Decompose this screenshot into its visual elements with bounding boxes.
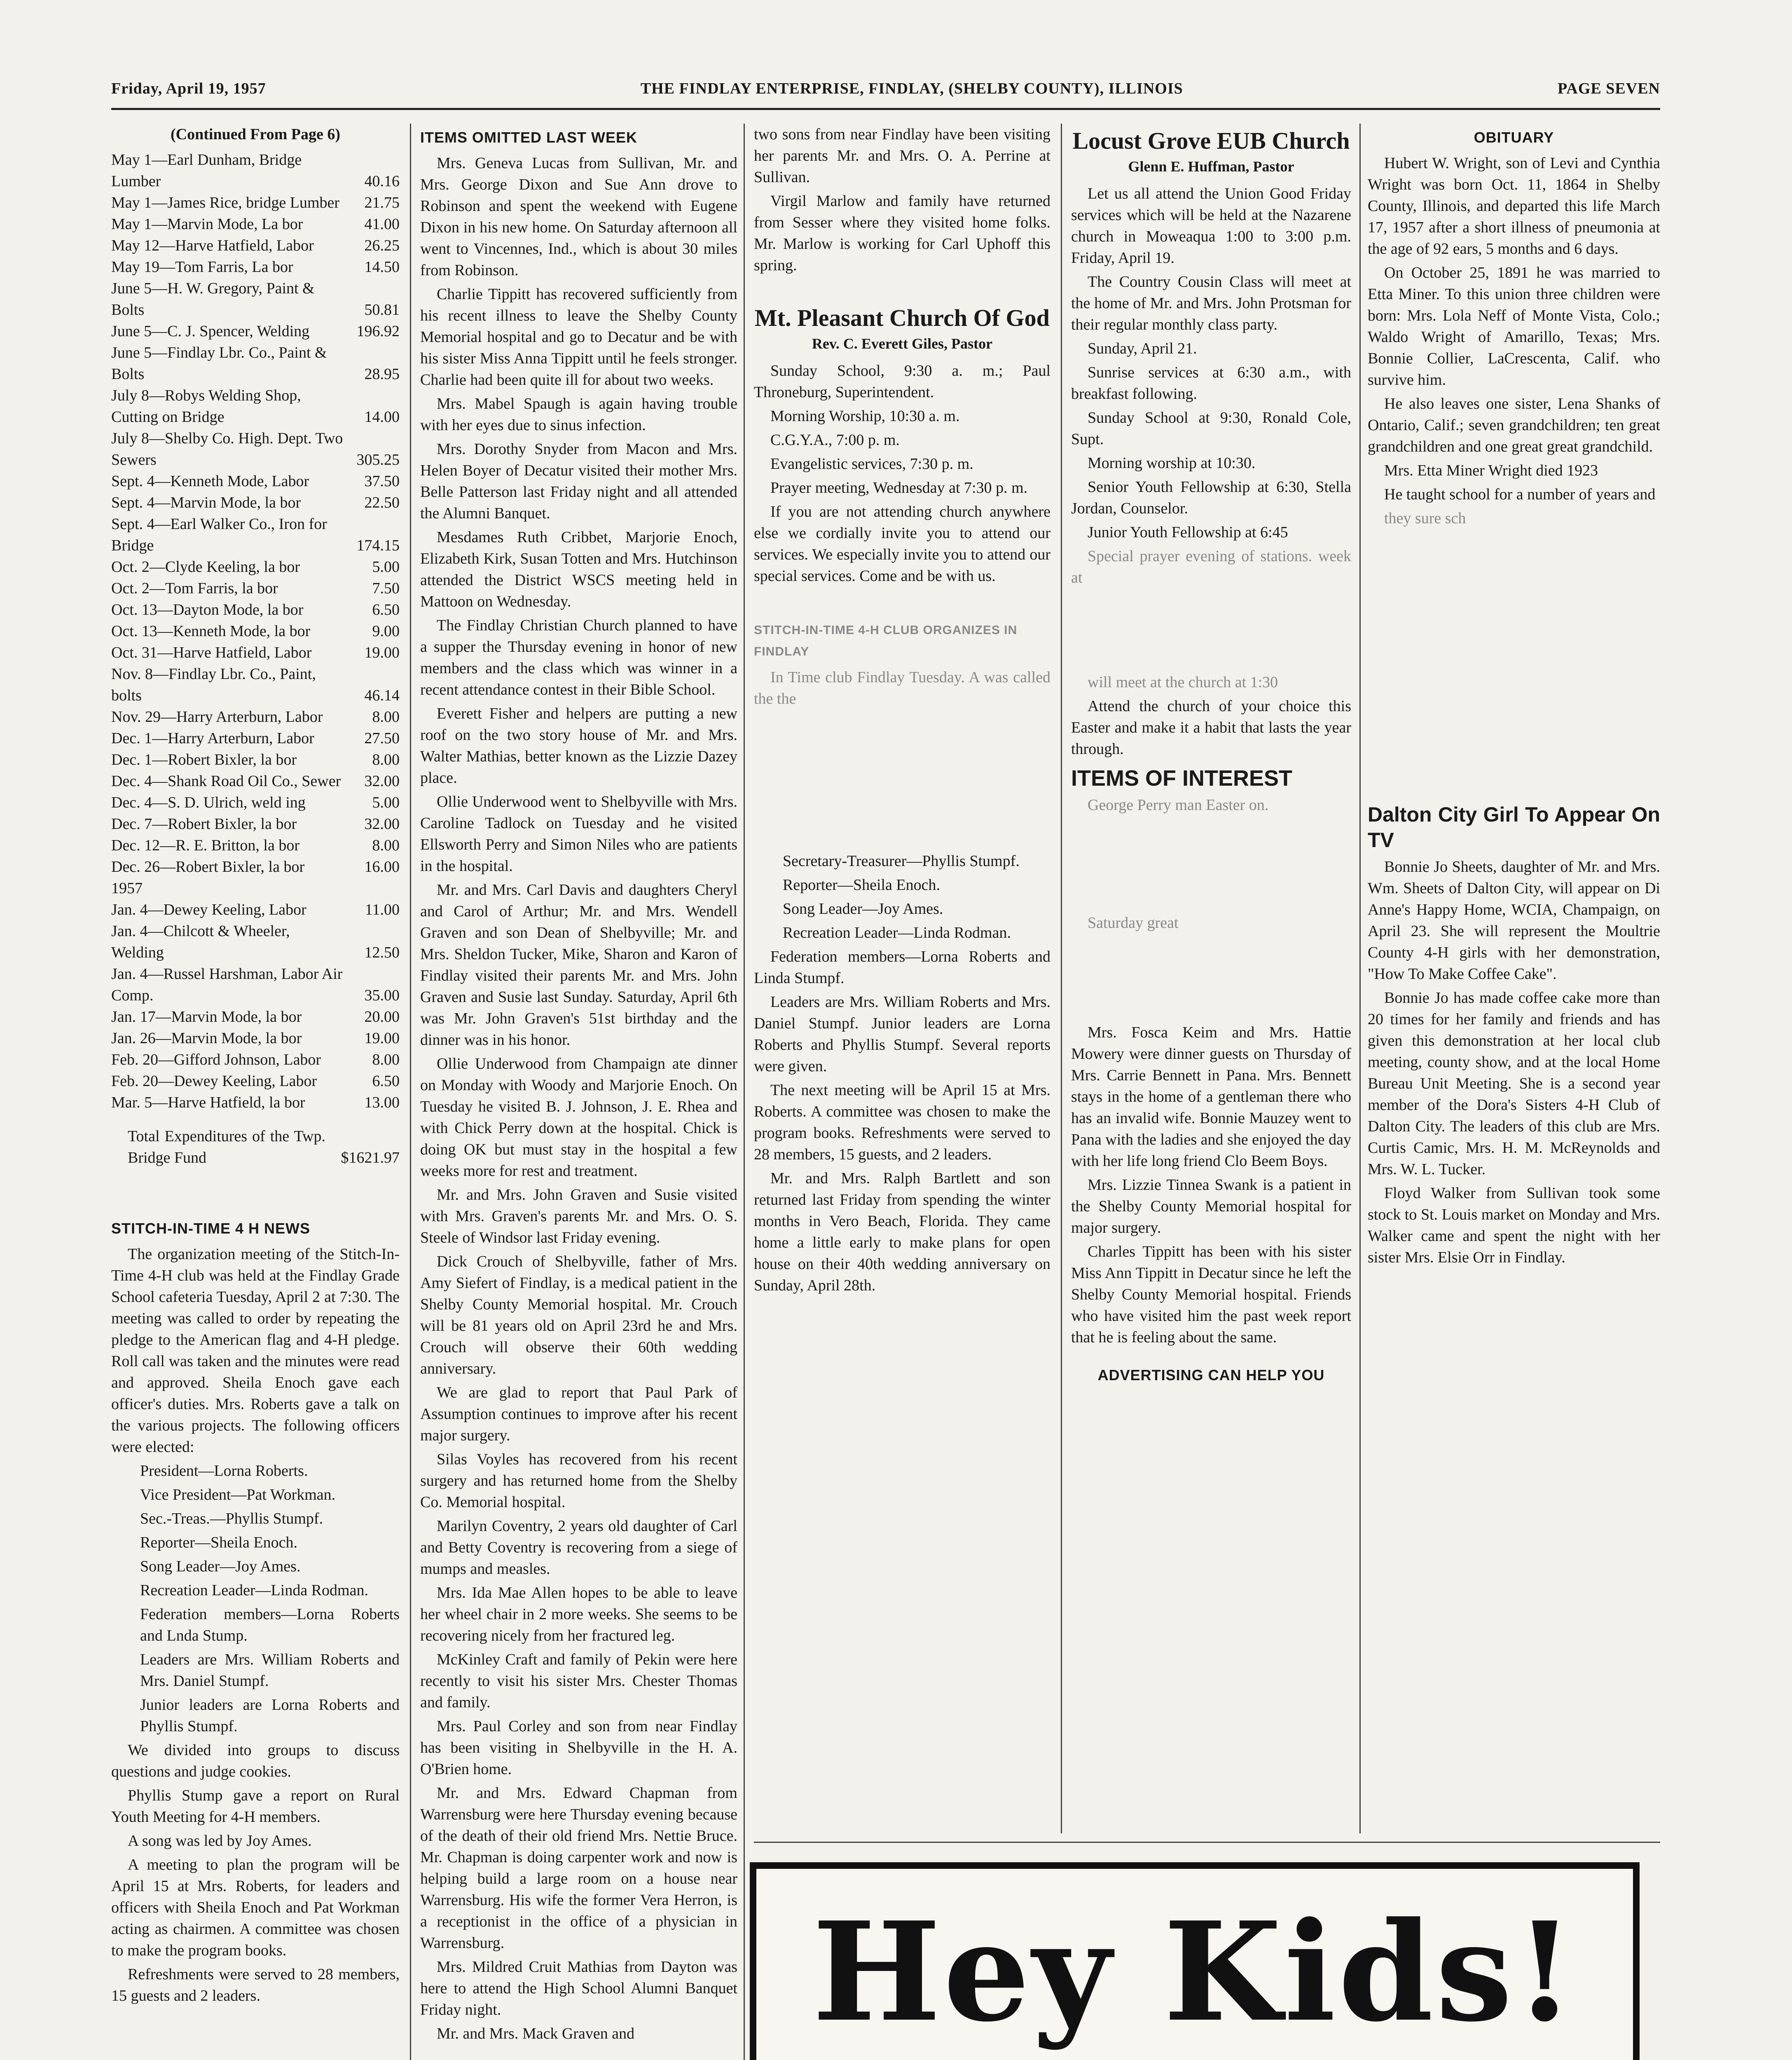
ledger-entry-name: Sept. 4—Kenneth Mode, Labor [111, 473, 309, 490]
paragraph: Phyllis Stump gave a report on Rural Youth Meeting for 4-H members. [111, 1787, 400, 1826]
ledger-row [111, 899, 400, 920]
ledger-entry-amount: 14.00 [364, 408, 400, 426]
paragraph: Bonnie Jo Sheets, daughter of Mr. and Mrs. Wm. Sheets of Dalton City, will appear on Di Anne's Happy Home, WCIA, Champaign, on April 23. She will represent the Moultrie County 4-H girls with her demonstration, "How To Make Coffee Cake". [1368, 858, 1660, 983]
ledger-entry-name: Dec. 1—Harry Arterburn, Labor [111, 730, 314, 747]
ledger-entry-name: Jan. 4—Dewey Keeling, Labor [111, 901, 306, 918]
paragraph: Reporter—Sheila Enoch. [783, 876, 940, 894]
paragraph: Sunrise services at 6:30 a.m., with breakfast following. [1071, 364, 1351, 403]
dalton-heading: Dalton City Girl To Appear On TV [1368, 803, 1660, 852]
paragraph: Recreation Leader—Linda Rodman. [783, 924, 1011, 941]
ledger-entry-amount: 40.16 [364, 173, 400, 190]
ledger-entry-amount: 8.00 [372, 837, 400, 854]
ledger-row [111, 599, 400, 620]
paragraph: Mr. and Mrs. Ralph Bartlett and son returned last Friday from spending the winter months in Vero Beach, Florida. They came home a little early to make plans for open house on their 40th wedding anniversary on Sunday, April 28th. [754, 1170, 1050, 1294]
ledger-row [111, 342, 400, 385]
paragraph: Sunday School, 9:30 a. m.; Paul Throneburg, Superintendent. [754, 362, 1050, 401]
paragraph: Ollie Underwood from Champaign ate dinner on Monday with Woody and Marjorie Enoch. On Tuesday he visited B. J. Johnson, J. E. Rhea and with Chick Perry down at the hospital. Chick is doing OK but must stay in the hospital a few weeks more for rest and treatment. [420, 1055, 737, 1180]
ledger-entry-name: Sept. 4—Earl Walker Co., Iron for Bridge [111, 515, 327, 554]
ledger-row [111, 1092, 400, 1113]
ledger-total-amount: $1621.97 [341, 1149, 400, 1166]
paragraph: Song Leader—Joy Ames. [783, 900, 943, 918]
column-divider [410, 124, 411, 2060]
ledger-entry-amount: 174.15 [356, 537, 400, 554]
paragraph: Silas Voyles has recovered from his recent surgery and has returned home from the Shelby Co. Memorial hospital. [420, 1451, 737, 1511]
col3-para: Virgil Marlow and family have returned from Sesser where they visited home folks. Mr. Marlow is working for Carl Uphoff this spring. [754, 192, 1050, 274]
ledger-entry-name: June 5—H. W. Gregory, Paint & Bolts [111, 280, 315, 318]
paragraph: We divided into groups to discuss questions and judge cookies. [111, 1742, 400, 1780]
column-divider [1359, 124, 1361, 1833]
ledger-entry-name: Oct. 2—Tom Farris, la bor [111, 580, 278, 597]
paragraph: He also leaves one sister, Lena Shanks of Ontario, Calif.; seven grandchildren; ten great grandchildren and one great great grandchild. [1368, 395, 1660, 455]
ledger-row [111, 1006, 400, 1028]
paragraph: Leaders are Mrs. William Roberts and Mrs. Daniel Stumpf. [140, 1651, 400, 1690]
paragraph: Morning Worship, 10:30 a. m. [770, 407, 960, 425]
column-5 [1368, 124, 1660, 1833]
ledger-entry-name: June 5—Findlay Lbr. Co., Paint & Bolts [111, 344, 327, 383]
ledger-entry-name: May 1—Marvin Mode, La bor [111, 215, 303, 233]
ledger-entry-amount: 305.25 [356, 451, 400, 468]
ledger-entry-amount: 37.50 [364, 473, 400, 490]
ledger-entry-name: Dec. 12—R. E. Britton, la bor [111, 837, 299, 854]
ledger-entry-amount: 8.00 [372, 1051, 400, 1068]
ledger-entry-name: Oct. 2—Clyde Keeling, la bor [111, 558, 300, 576]
paragraph: Dick Crouch of Shelbyville, father of Mrs. Amy Siefert of Findlay, is a medical patient in the Shelby County Memorial hospital. Mr. Crouch will be 81 years old on April 23rd he and Mrs. Crouch will observe their 60th wedding anniversary. [420, 1253, 737, 1377]
paragraph: McKinley Craft and family of Pekin were here recently to visit his sister Mrs. Chester Thomas and family. [420, 1651, 737, 1711]
paragraph: He taught school for a number of years and [1384, 486, 1656, 503]
ledger-entry-amount: 196.92 [356, 323, 400, 340]
ledger-entry-name: Feb. 20—Dewey Keeling, Labor [111, 1072, 317, 1090]
ledger-row [111, 471, 400, 492]
paragraph: On October 25, 1891 he was married to Etta Miner. To this union three children were born: Mrs. Lola Neff of Monte Vista, Colo.; Waldo Wright of Amarillo, Texas; Mrs. Bonnie Collier, LaCrescenta, Calif. who survive him. [1368, 264, 1660, 389]
ledger-row [111, 149, 400, 192]
ledger-entry-amount: 5.00 [372, 794, 400, 811]
ledger-entry-amount: 8.00 [372, 708, 400, 726]
paragraph: Senior Youth Fellowship at 6:30, Stella Jordan, Counselor. [1071, 478, 1351, 517]
ledger-entry-amount: 14.50 [364, 258, 400, 276]
ad-top-rule [754, 1842, 1660, 1843]
paragraph: The Findlay Christian Church planned to have a supper the Thursday evening in honor of new members and the class which was winner in a recent attendance contest in their Bible School. [420, 617, 737, 698]
items-of-interest-paras [1071, 1022, 1351, 1348]
paragraph: Mrs. Lizzie Tinnea Swank is a patient in the Shelby County Memorial hospital for major surgery. [1071, 1176, 1351, 1236]
faded-text: they sure sch [1384, 510, 1466, 527]
paragraph: Mrs. Etta Miner Wright died 1923 [1384, 462, 1598, 479]
locust-grove-church-name: Locust Grove EUB Church [1072, 127, 1350, 154]
items-omitted-paras [420, 152, 737, 2044]
masthead-title: THE FINDLAY ENTERPRISE, FINDLAY, (SHELBY COUNTY), ILLINOIS [640, 80, 1183, 97]
ledger-row [111, 513, 400, 556]
ledger-row [111, 642, 400, 663]
col3-paras [754, 946, 1050, 1296]
ledger-entry-name: Feb. 20—Gifford Johnson, Labor [111, 1051, 321, 1068]
paragraph: Federation members—Lorna Roberts and Lnda Stump. [140, 1606, 400, 1644]
cafe-advertisement [750, 1862, 1640, 2060]
faded-text: In Time club Findlay Tuesday. A was called the the [754, 669, 1050, 707]
paragraph: Mrs. Mabel Spaugh is again having trouble with her eyes due to sinus infection. [420, 395, 737, 434]
ledger-entry-name: Dec. 26—Robert Bixler, la bor [111, 858, 305, 876]
ledger-entry-amount: 16.00 [364, 858, 400, 876]
ledger-entry-amount: 12.50 [364, 944, 400, 961]
paragraph: Sunday, April 21. [1088, 340, 1197, 357]
ledger-entry-name: Nov. 29—Harry Arterburn, Labor [111, 708, 323, 726]
ledger-entry-name: Oct. 13—Dayton Mode, la bor [111, 601, 304, 618]
ledger-entry-amount: 9.00 [372, 623, 400, 640]
ledger-entry-amount: 21.75 [364, 194, 400, 211]
mt-pleasant-church-name: Mt. Pleasant Church Of God [755, 304, 1050, 331]
ledger-total [111, 1126, 400, 1168]
paragraph: The next meeting will be April 15 at Mrs. Roberts. A committee was chosen to make the program books. Refreshments were served to 28 members, 15 guests, and 2 leaders. [754, 1082, 1050, 1163]
paragraph: Mr. and Mrs. Edward Chapman from Warrensburg were here Thursday evening because of the death of their old friend Mrs. Nettie Bruce. Mr. Chapman is doing carpenter work and now is helping build a large room on a house near Warrensburg. His wife the former Vera Herron, is a receptionist in the office of a physician in Warrensburg. [420, 1784, 737, 1952]
column-1 [111, 124, 400, 2060]
ledger-entry-amount: 26.25 [364, 237, 400, 254]
paragraph: Sec.-Treas.—Phyllis Stumpf. [140, 1510, 323, 1527]
ledger-entry-amount: 46.14 [364, 687, 400, 704]
ledger-row [111, 920, 400, 963]
ledger-row [111, 428, 400, 471]
advertising-line: ADVERTISING CAN HELP YOU [1097, 1367, 1325, 1383]
ledger-entry-amount: 7.50 [372, 580, 400, 597]
ledger-row [111, 813, 400, 835]
ledger-entry-amount: 50.81 [364, 301, 400, 318]
ledger-row [111, 1049, 400, 1070]
paragraph: Mesdames Ruth Cribbet, Marjorie Enoch, Elizabeth Kirk, Susan Totten and Mrs. Hutchinson attended the District WSCS meeting held in Mattoon on Wednesday. [420, 529, 737, 610]
ledger-entry-name: Nov. 8—Findlay Lbr. Co., Paint, bolts [111, 665, 316, 704]
paragraph: Mrs. Paul Corley and son from near Findlay has been visiting in Shelbyville in the H. A. O'Brien home. [420, 1718, 737, 1778]
paragraph: Secretary-Treasurer—Phyllis Stumpf. [783, 852, 1020, 870]
ledger-entry-name: July 8—Shelby Co. High. Dept. Two Sewers [111, 430, 343, 468]
ledger-entry-amount: 8.00 [372, 751, 400, 768]
ledger-row [111, 256, 400, 278]
paragraph: The Country Cousin Class will meet at the home of Mr. and Mrs. John Protsman for their regular monthly class party. [1071, 273, 1351, 333]
locust-grove-pastor: Glenn E. Huffman, Pastor [1128, 158, 1294, 175]
ledger-row [111, 663, 400, 706]
ledger-entry-amount: 20.00 [364, 1008, 400, 1025]
ledger-entry-name: 1957 [111, 880, 143, 897]
ledger-entry-amount: 32.00 [364, 772, 400, 790]
ledger-row [111, 856, 400, 878]
ledger-row [111, 492, 400, 513]
paragraph: A meeting to plan the program will be April 15 at Mrs. Roberts, for leaders and officers with Sheila Enoch and Pat Workman acting as chairmen. A committee was chosen to make the program books. [111, 1856, 400, 1959]
faded-text: Saturday great [1088, 914, 1179, 932]
paragraph: Ollie Underwood went to Shelbyville with Mrs. Caroline Tadlock on Tuesday and he visited Ellsworth Perry and Simon Niles who are patients in the hospital. [420, 793, 737, 875]
ledger-row [111, 749, 400, 770]
paragraph: President—Lorna Roberts. [140, 1462, 308, 1479]
ledger-row [111, 385, 400, 428]
ledger-entry-name: Jan. 26—Marvin Mode, la bor [111, 1030, 302, 1047]
stitch-heading: STITCH-IN-TIME 4 H NEWS [111, 1220, 310, 1237]
ledger-row [111, 1070, 400, 1092]
ledger-row [111, 770, 400, 792]
paragraph: Mrs. Geneva Lucas from Sullivan, Mr. and Mrs. George Dixon and Sue Ann drove to Robinson and spent the weekend with Eugene Dixon in his new home. On Saturday afternoon all went to Vincennes, Ind., which is about 30 miles from Robinson. [420, 154, 737, 279]
ledger-row [111, 556, 400, 578]
column-3 [754, 124, 1050, 1833]
stitch-intro: The organization meeting of the Stitch-In-Time 4-H club was held at the Findlay Grade School cafeteria Tuesday, April 2 at 7:30. The meeting was called to order by repeating the pledge to the American flag and 4-H pledge. Roll call was taken and the minutes were read and approved. Sheila Enoch gave each officer's duties. Mrs. Roberts gave a talk on the various projects. The following officers were elected: [111, 1245, 400, 1456]
ledger-entry-name: Oct. 31—Harve Hatfield, Labor [111, 644, 312, 661]
ledger-entry-amount: 41.00 [364, 215, 400, 233]
ad-headline: Hey Kids! [812, 1892, 1577, 2052]
ledger-entry-amount: 27.50 [364, 730, 400, 747]
masthead [111, 74, 1660, 103]
ledger-row [111, 835, 400, 856]
column-2 [420, 124, 737, 2060]
paragraph: Let us all attend the Union Good Friday services which will be held at the Nazarene church in Moweaqua 1:00 to 3:00 p.m. Friday, April 19. [1071, 185, 1351, 267]
ledger-entry-amount: 11.00 [365, 901, 400, 918]
paragraph: Vice President—Pat Workman. [140, 1486, 336, 1503]
locust-grove-paras [1071, 183, 1351, 543]
paragraph: We are glad to report that Paul Park of Assumption continues to improve after his recent major surgery. [420, 1384, 737, 1444]
paragraph: Evangelistic services, 7:30 p. m. [770, 455, 973, 473]
ledger-entry-amount: 19.00 [364, 644, 400, 661]
ledger-total-label: Total Expenditures of the Twp. Bridge Fund [128, 1128, 325, 1166]
paragraph: Reporter—Sheila Enoch. [140, 1534, 298, 1551]
mt-pleasant-pastor: Rev. C. Everett Giles, Pastor [812, 335, 993, 352]
ledger-row [111, 321, 400, 342]
ledger-row [111, 963, 400, 1006]
masthead-page: PAGE SEVEN [1558, 80, 1660, 97]
ledger-row [111, 235, 400, 256]
paragraph: Morning worship at 10:30. [1088, 454, 1256, 472]
ledger-row [111, 1028, 400, 1049]
ledger-entry-name: May 1—James Rice, bridge Lumber [111, 194, 340, 211]
paragraph: Refreshments were served to 28 members, 15 guests and 2 leaders. [111, 1966, 400, 2004]
paragraph: Junior leaders are Lorna Roberts and Phyllis Stumpf. [140, 1696, 400, 1735]
ledger-entry-name: Dec. 4—Shank Road Oil Co., Sewer [111, 772, 341, 790]
faded-heading: STITCH-IN-TIME 4-H CLUB ORGANIZES IN FINDLAY [754, 623, 1018, 658]
paragraph: Mr. and Mrs. Mack Graven and [437, 2025, 635, 2042]
items-omitted-heading: ITEMS OMITTED LAST WEEK [420, 129, 637, 146]
ledger-entry-name: Dec. 7—Robert Bixler, la bor [111, 815, 297, 833]
ledger-entry-amount: 19.00 [364, 1030, 400, 1047]
paragraph: C.G.Y.A., 7:00 p. m. [770, 431, 900, 449]
ledger-entry-name: Dec. 4—S. D. Ulrich, weld ing [111, 794, 306, 811]
obituary-paras [1368, 152, 1660, 505]
ledger-entry-name: Jan. 4—Chilcott & Wheeler, Welding [111, 922, 290, 961]
mt-pleasant-schedule [754, 360, 1050, 587]
ledger-entry-name: Jan. 17—Marvin Mode, la bor [111, 1008, 302, 1025]
paragraph: If you are not attending church anywhere else we cordially invite you to attend our services. We especially invite you to attend our special services. Come and be with us. [754, 503, 1050, 585]
ledger-entry-name: Jan. 4—Russel Harshman, Labor Air Comp. [111, 965, 343, 1004]
paragraph: Charles Tippitt has been with his sister Miss Ann Tippitt in Decatur since he left the Shelby County Memorial hospital. Friends who have visited him the past week report that he is feeling about the same. [1071, 1243, 1351, 1346]
dalton-paras [1368, 856, 1660, 1268]
ledger-entry-name: Oct. 13—Kenneth Mode, la bor [111, 623, 311, 640]
paragraph: Leaders are Mrs. William Roberts and Mrs. Daniel Stumpf. Junior leaders are Lorna Roberts and Phyllis Stumpf. Several reports were given. [754, 993, 1050, 1075]
paragraph: Hubert W. Wright, son of Levi and Cynthia Wright was born Oct. 11, 1864 in Shelby County, Illinois, and departed this life March 17, 1957 after a short illness of pneumonia at the age of 92 ears, 5 months and 6 days. [1368, 154, 1660, 258]
ledger-row [111, 706, 400, 728]
ledger-row [111, 620, 400, 642]
paragraph: Federation members—Lorna Roberts and Linda Stumpf. [754, 948, 1050, 987]
masthead-date: Friday, April 19, 1957 [111, 80, 266, 97]
paragraph: Prayer meeting, Wednesday at 7:30 p. m. [770, 479, 1028, 496]
column-4 [1071, 124, 1351, 1833]
ledger-row [111, 578, 400, 599]
paragraph: Marilyn Coventry, 2 years old daughter of Carl and Betty Coventry is recovering from a siege of mumps and measles. [420, 1517, 737, 1578]
masthead-rule [111, 108, 1660, 110]
ledger-entry-name: Mar. 5—Harve Hatfield, la bor [111, 1094, 305, 1111]
stitch-paras [111, 1739, 400, 2006]
ledger-entry-name: May 1—Earl Dunham, Bridge Lumber [111, 151, 302, 190]
column-divider [1061, 124, 1062, 1833]
ledger-entry-amount: 22.50 [364, 494, 400, 511]
col3-intro: two sons from near Findlay have been visiting her parents Mr. and Mrs. O. A. Perrine at Sullivan. [754, 126, 1050, 186]
ledger-entry-amount: 35.00 [364, 987, 400, 1004]
ledger-row [111, 878, 400, 899]
ledger-entry-name: May 12—Harve Hatfield, Labor [111, 237, 314, 254]
ledger-entry-name: Dec. 1—Robert Bixler, la bor [111, 751, 297, 768]
ledger-list [111, 149, 400, 1113]
paragraph: Mrs. Mildred Cruit Mathias from Dayton was here to attend the High School Alumni Banquet Friday night. [420, 1958, 737, 2018]
ledger-entry-amount: 28.95 [364, 365, 400, 383]
ledger-entry-amount: 6.50 [372, 601, 400, 618]
attend-paragraph: Attend the church of your choice this Easter and make it a habit that lasts the year through. [1071, 698, 1351, 758]
ledger-entry-name: July 8—Robys Welding Shop, Cutting on Bridge [111, 387, 301, 426]
paragraph: Everett Fisher and helpers are putting a new roof on the two story house of Mr. and Mrs. Walter Mathias, better known as the Lizzie Dazey place. [420, 705, 737, 787]
ledger-entry-amount: 6.50 [372, 1072, 400, 1090]
paragraph: Mr. and Mrs. Carl Davis and daughters Cheryl and Carol of Arthur; Mr. and Mrs. Wendell Graven and son Dean of Shelbyville; Mr. and Mrs. Sheldon Tucker, Mike, Sharon and Karon of Findlay visited their parents Mr. and Mrs. John Graven and Susie last Sunday. Saturday, April 6th was Mr. John Graven's 51st birthday and the dinner was in his honor. [420, 881, 737, 1049]
ledger-row [111, 728, 400, 749]
paragraph: Mr. and Mrs. John Graven and Susie visited with Mrs. Graven's parents Mr. and Mrs. O. S. Steele of Windsor last Friday evening. [420, 1186, 737, 1246]
paragraph: Floyd Walker from Sullivan took some stock to St. Louis market on Monday and Mrs. Walker came and spent the night with her sister Mrs. Elsie Orr in Findlay. [1368, 1184, 1660, 1266]
paragraph: Recreation Leader—Linda Rodman. [140, 1582, 368, 1599]
items-of-interest-heading: ITEMS OF INTEREST [1071, 766, 1293, 791]
column-divider [744, 124, 745, 2060]
ledger-row [111, 192, 400, 213]
paragraph: Mrs. Ida Mae Allen hopes to be able to leave her wheel chair in 2 more weeks. She seems to be recovering nicely from her fractured leg. [420, 1584, 737, 1644]
paragraph: Junior Youth Fellowship at 6:45 [1088, 524, 1288, 541]
obituary-heading: OBITUARY [1474, 129, 1554, 146]
ledger-entry-name: May 19—Tom Farris, La bor [111, 258, 293, 276]
faded-text: Special prayer evening of stations. week at [1071, 548, 1351, 586]
ledger-title: (Continued From Page 6) [171, 126, 340, 143]
faded-text: will meet at the church at 1:30 [1088, 674, 1278, 691]
ledger-entry-name: Sept. 4—Marvin Mode, la bor [111, 494, 301, 511]
paragraph: Bonnie Jo has made coffee cake more than 20 times for her family and friends and has given this demonstration at her local club meeting, county show, and at the local Home Bureau Unit Meeting. She is a second year member of the Dora's Sisters 4-H Club of Dalton City. The leaders of this club are Mrs. Curtis Camic, Mrs. H. M. McReynolds and Mrs. W. L. Tucker. [1368, 989, 1660, 1178]
ledger-row [111, 792, 400, 813]
paragraph: Song Leader—Joy Ames. [140, 1558, 301, 1575]
ledger-entry-amount: 5.00 [372, 558, 400, 576]
ledger-row [111, 278, 400, 321]
faded-text: George Perry man Easter on. [1088, 796, 1269, 814]
col3-officers [754, 850, 1050, 943]
ledger-entry-amount: 32.00 [364, 815, 400, 833]
ledger-entry-amount: 13.00 [364, 1094, 400, 1111]
paragraph: A song was led by Joy Ames. [128, 1832, 312, 1849]
ledger-row [111, 213, 400, 235]
stitch-officers [111, 1460, 400, 1737]
paragraph: Mrs. Fosca Keim and Mrs. Hattie Mowery were dinner guests on Thursday of Mrs. Carrie Bennett in Pana. Mrs. Bennett stays in the home of a gentleman there who has an invalid wife. Bonnie Mauzey went to Pana with the ladies and she enjoyed the day with her life long friend Clo Beem Boys. [1071, 1024, 1351, 1170]
ledger-entry-name: June 5—C. J. Spencer, Welding [111, 323, 310, 340]
paragraph: Charlie Tippitt has recovered sufficiently from his recent illness to leave the Shelby County Memorial hospital and go to Decatur and be with his sister Miss Anna Tippitt until he feels stronger. Charlie had been quite ill for about two weeks. [420, 286, 737, 389]
paragraph: Sunday School at 9:30, Ronald Cole, Supt. [1071, 409, 1351, 448]
paragraph: Mrs. Dorothy Snyder from Macon and Mrs. Helen Boyer of Decatur visited their mother Mrs. Belle Patterson last Friday night and all attended the Alumni Banquet. [420, 440, 737, 522]
